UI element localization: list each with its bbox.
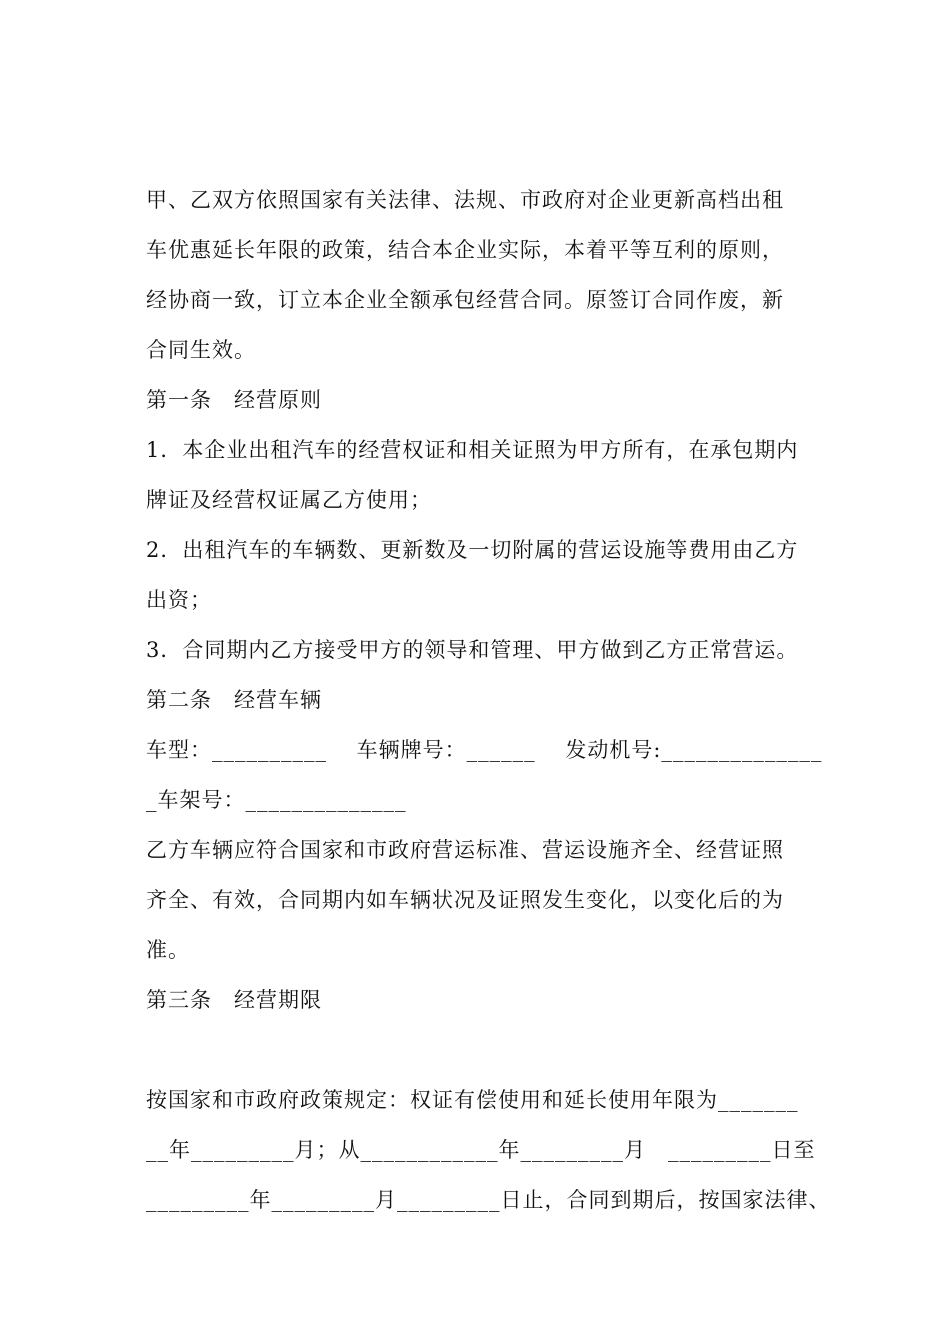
article-2-line-2: 齐全、有效，合同期内如车辆状况及证照发生变化，以变化后的为 <box>146 888 784 912</box>
article-2-line-3: 准。 <box>146 938 190 962</box>
preamble-line-3: 经协商一致，订立本企业全额承包经营合同。原签订合同作废，新 <box>146 288 784 312</box>
vehicle-fields-line-2: _车架号：______________ <box>146 788 407 812</box>
article-3-line-3: _________年_________月_________日止，合同到期后，按国家法律、 <box>146 1188 831 1212</box>
article-3-heading: 第三条 经营期限 <box>146 988 322 1012</box>
preamble-line-4: 合同生效。 <box>146 338 256 362</box>
article-2-line-1: 乙方车辆应符合国家和市政府营运标准、营运设施齐全、经营证照 <box>146 838 784 862</box>
article-2-heading: 第二条 经营车辆 <box>146 688 322 712</box>
article-1-line-3: 2．出租汽车的车辆数、更新数及一切附属的营运设施等费用由乙方 <box>146 538 799 562</box>
preamble-line-1: 甲、乙双方依照国家有关法律、法规、市政府对企业更新高档出租 <box>146 188 784 212</box>
article-1-line-1: 1．本企业出租汽车的经营权证和相关证照为甲方所有，在承包期内 <box>146 438 799 462</box>
article-1-line-2: 牌证及经营权证属乙方使用； <box>146 488 432 512</box>
article-3-line-2: __年_________月；从____________年_________月 _________日至 <box>146 1138 816 1162</box>
article-1-line-5: 3．合同期内乙方接受甲方的领导和管理、甲方做到乙方正常营运。 <box>146 638 799 662</box>
vehicle-fields-line-1: 车型：__________ 车辆牌号：______ 发动机号:______________ <box>146 738 823 762</box>
preamble-line-2: 车优惠延长年限的政策，结合本企业实际，本着平等互利的原则， <box>146 238 784 262</box>
article-3-line-1: 按国家和市政府政策规定：权证有偿使用和延长使用年限为_______ <box>146 1088 799 1112</box>
article-1-line-4: 出资； <box>146 588 212 612</box>
article-1-heading: 第一条 经营原则 <box>146 388 322 412</box>
